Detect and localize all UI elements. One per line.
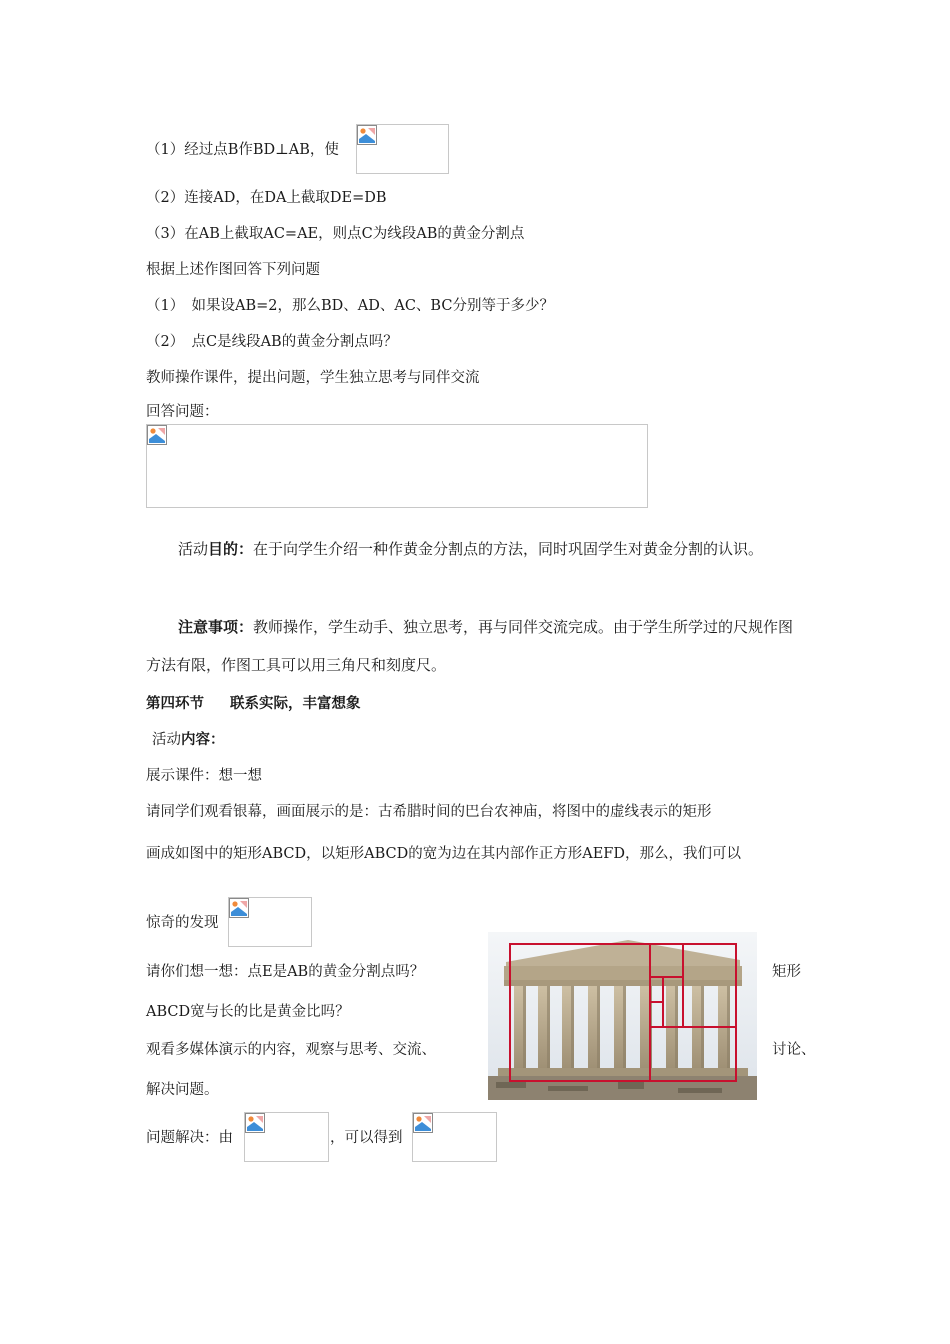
purpose-label: 目的：: [208, 540, 254, 558]
description-line-2: 画成如图中的矩形ABCD，以矩形ABCD的宽为边在其内部作正方形AEFD，那么，我们可以: [146, 846, 741, 862]
formula-image-bd: [356, 124, 449, 174]
section-title: 联系实际，丰富想象: [230, 695, 361, 712]
broken-image-icon: [413, 1113, 433, 1133]
think-line-2: ABCD宽与长的比是黄金比吗？: [146, 1004, 350, 1020]
courseware-line: 展示课件：想一想: [146, 768, 262, 784]
content-label: 内容：: [181, 731, 225, 748]
question-2: （2） 点C是线段AB的黄金分割点吗？: [146, 334, 398, 350]
discovery-text: 惊奇的发现: [146, 915, 219, 931]
solution-prefix: 问题解决：由: [146, 1130, 233, 1146]
teacher-note: 教师操作课件，提出问题，学生独立思考与同伴交流: [146, 370, 480, 386]
answer-image: [146, 424, 648, 508]
broken-image-icon: [229, 898, 249, 918]
broken-image-icon: [147, 425, 167, 445]
formula-image-result: [412, 1112, 497, 1162]
step-1: （1）经过点B作BD⊥AB，使: [146, 142, 339, 158]
notice-text: 教师操作，学生动手、独立思考，再与同伴交流完成。由于学生所学过的尺规作图方法有限，作图工具可以用三角尺和刻度尺。: [146, 618, 794, 674]
section-heading: [146, 694, 361, 714]
content-heading: [152, 730, 225, 750]
step-3: （3）在AB上截取AC=AE，则点C为线段AB的黄金分割点: [146, 226, 525, 242]
purpose-prefix: 活动: [178, 540, 209, 558]
description-line-1: 请同学们观看银幕，画面展示的是：古希腊时间的巴台农神庙，将图中的虚线表示的矩形: [146, 804, 712, 820]
broken-image-icon: [245, 1113, 265, 1133]
broken-image-icon: [357, 125, 377, 145]
section-number: 第四环节: [146, 695, 204, 712]
think-line-3: 观看多媒体演示的内容，观察与思考、交流、: [146, 1042, 436, 1058]
purpose-paragraph: [146, 530, 806, 568]
formula-image-discovery: [228, 897, 312, 947]
content-prefix: 活动: [152, 732, 181, 748]
think-line-1: 请你们想一想：点E是AB的黄金分割点吗？: [146, 964, 425, 980]
think-line-3-tail: 讨论、: [772, 1042, 816, 1058]
formula-image-given: [244, 1112, 329, 1162]
notice-label: 注意事项：: [178, 618, 254, 636]
purpose-text: 在于向学生介绍一种作黄金分割点的方法，同时巩固学生对黄金分割的认识。: [253, 540, 764, 558]
parthenon-photo: [488, 932, 757, 1100]
think-line-4: 解决问题。: [146, 1082, 219, 1098]
intro-text: 根据上述作图回答下列问题: [146, 262, 320, 278]
notice-paragraph: [146, 608, 806, 684]
answer-label: 回答问题：: [146, 404, 219, 420]
question-1: （1） 如果设AB=2，那么BD、AD、AC、BC分别等于多少？: [146, 298, 554, 314]
step-2: （2）连接AD，在DA上截取DE=DB: [146, 190, 387, 206]
think-line-1-tail: 矩形: [772, 964, 801, 980]
solution-middle: ，可以得到: [330, 1130, 403, 1146]
